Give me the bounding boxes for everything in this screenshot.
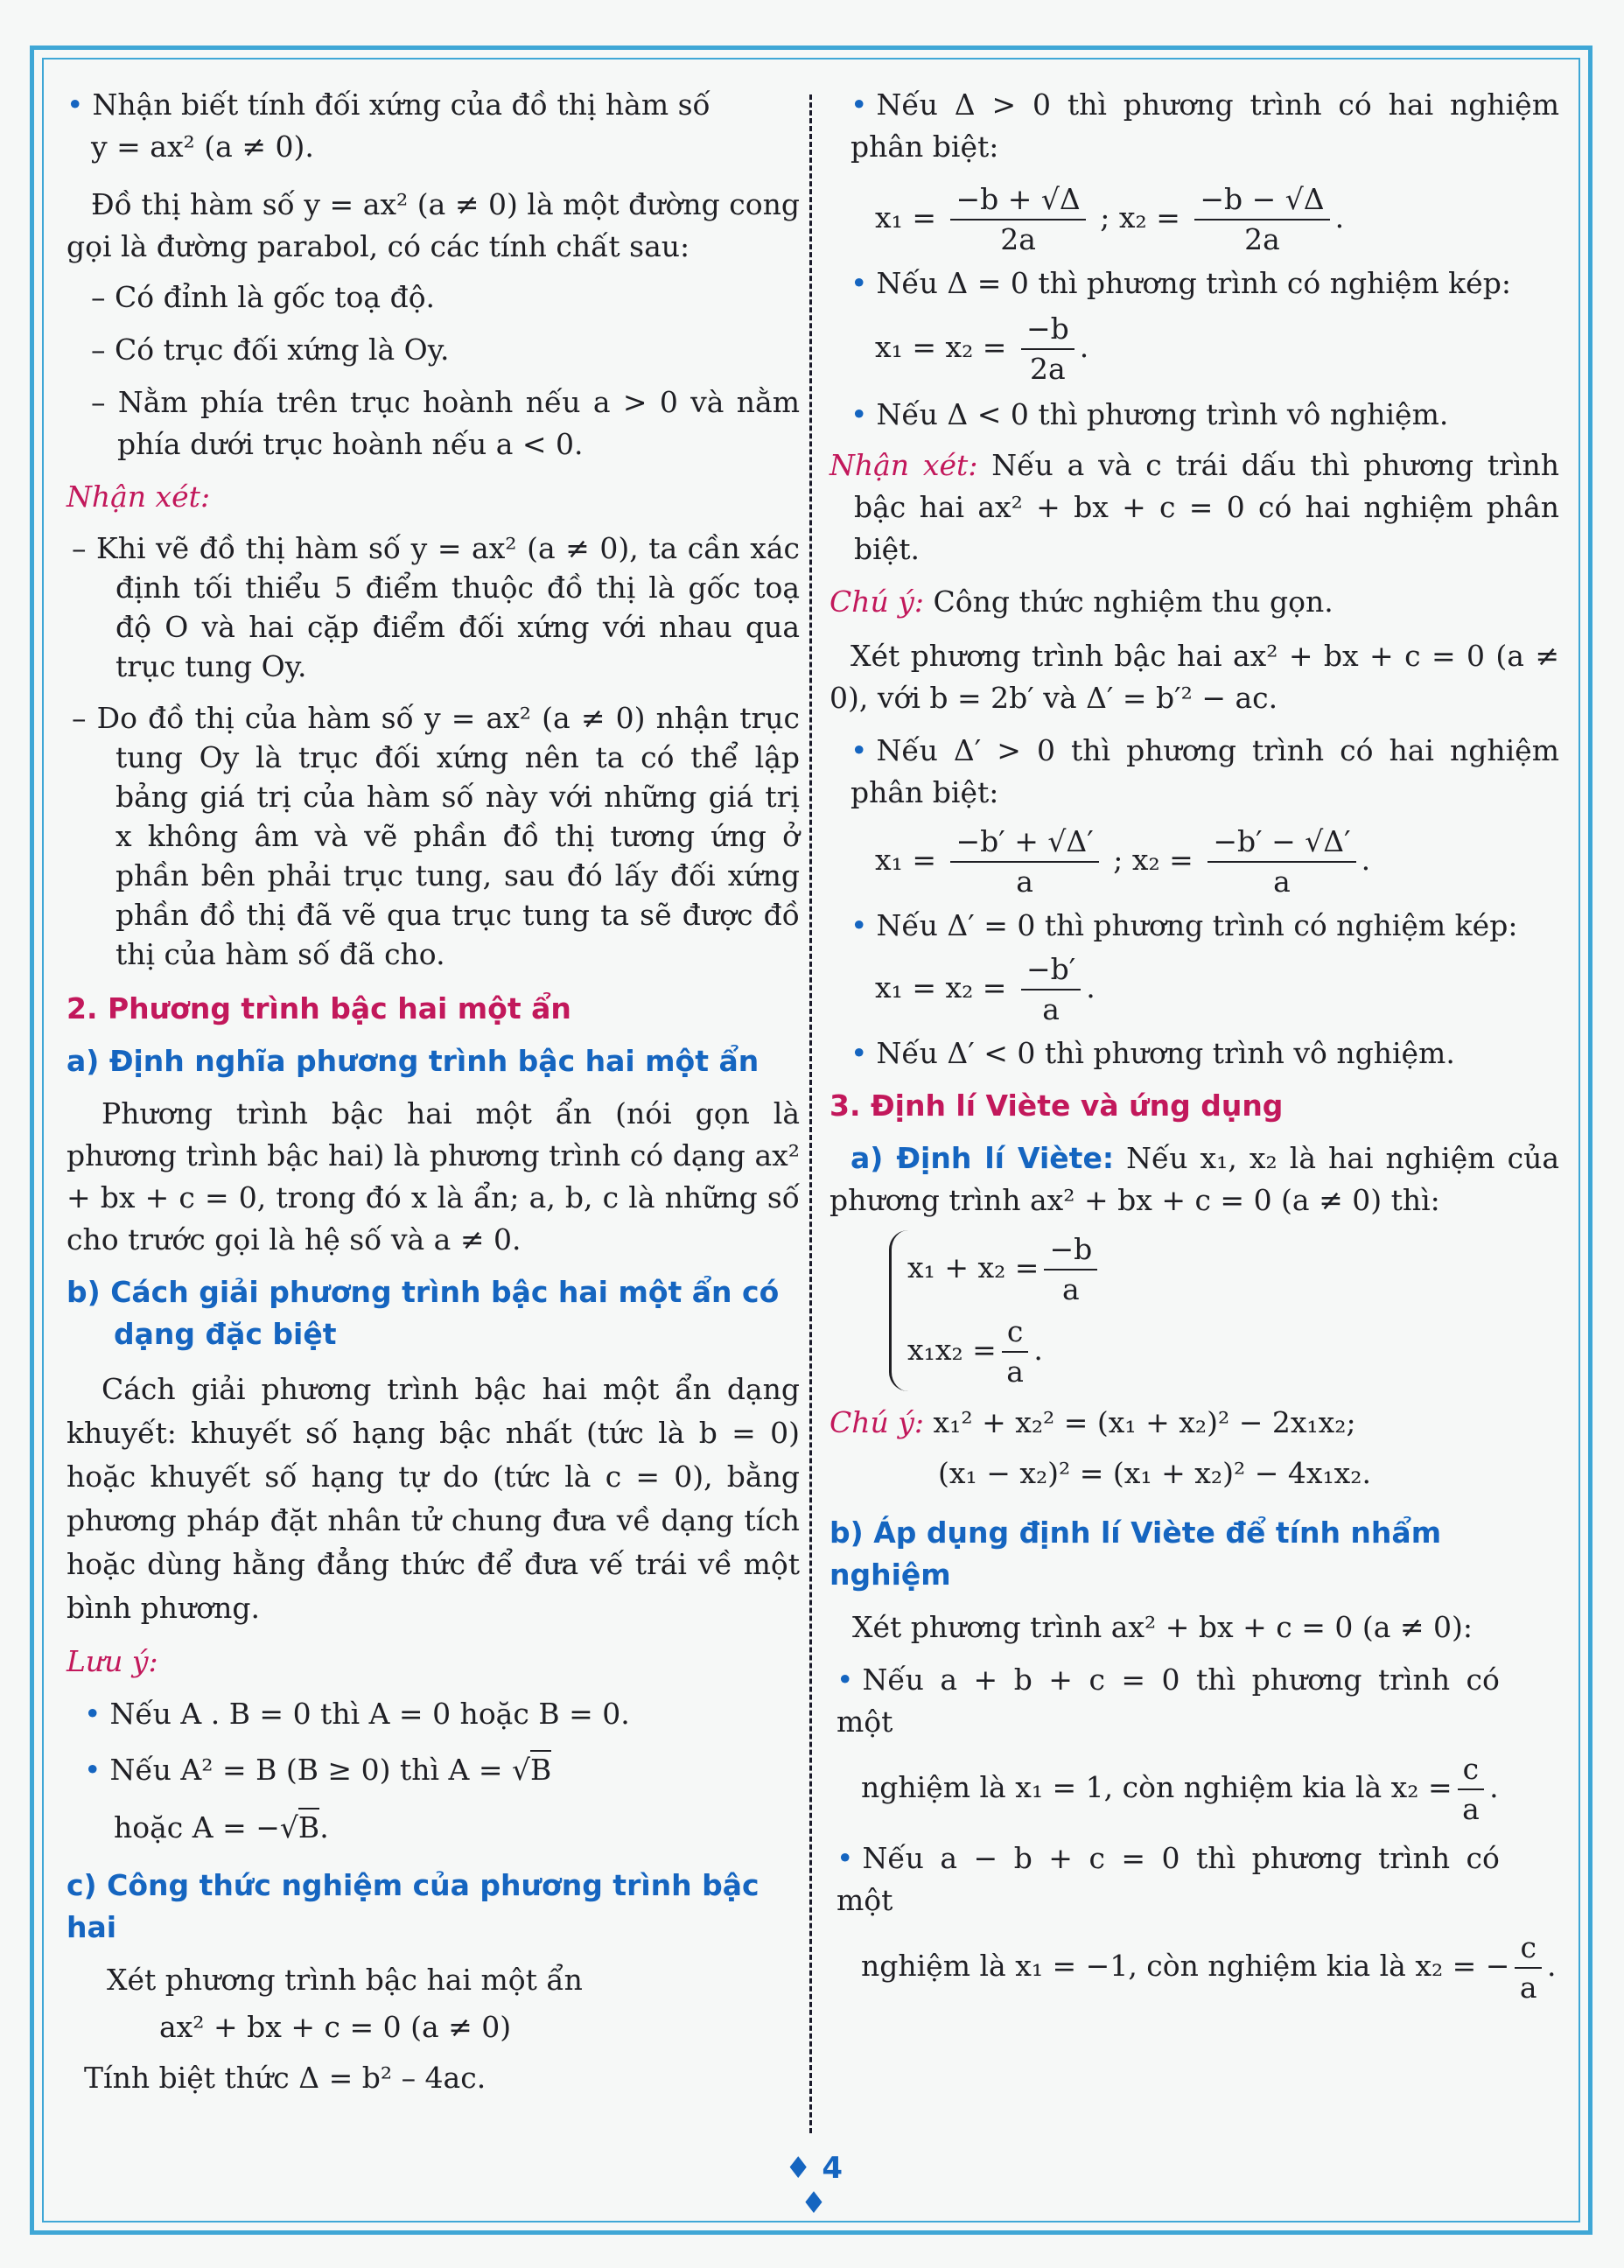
general-equation: ax² + bx + c = 0 (a ≠ 0): [159, 2010, 512, 2044]
application-2: • Nếu a − b + c = 0 thì phương trình có một: [830, 1838, 1559, 1922]
subsection-2b-heading: b) Cách giải phương trình bậc hai một ẩn có dạng đặc biệt: [66, 1275, 780, 1351]
function-expression: y = ax² (a ≠ 0).: [91, 130, 314, 164]
formula-intro: Xét phương trình bậc hai một ẩn: [107, 1963, 583, 1997]
subsection-2c-heading: c) Công thức nghiệm của phương trình bậc hai: [66, 1868, 760, 1944]
property-item: – Có trục đối xứng là Oy.: [91, 332, 450, 367]
property-item: – Có đỉnh là gốc toạ độ.: [91, 280, 436, 314]
remark-label: Nhận xét:: [66, 480, 211, 514]
case-zero: • Nếu Δ = 0 thì phương trình có nghiệm kép:: [830, 262, 1559, 304]
right-column: [830, 84, 1559, 2007]
case-negative: • Nếu Δ < 0 thì phương trình vô nghiệm.: [830, 394, 1559, 436]
property-item: – Nằm phía trên trục hoành nếu a > 0 và nằm phía dưới trục hoành nếu a < 0.: [91, 385, 800, 461]
viete-identity-1: Chú ý: x₁² + x₂² = (x₁ + x₂)² − 2x₁x₂;: [830, 1405, 1356, 1439]
fraction: $\frac{-b'}{a}$: [1021, 950, 1081, 1029]
section-2-heading: 2. Phương trình bậc hai một ẩn: [66, 991, 571, 1026]
application-1-cont: nghiệm là x₁ = 1, còn nghiệm kia là x₂ = $\frac{c}{a}$ .: [830, 1750, 1559, 1829]
note-item: • Nếu A . B = 0 thì A = 0 hoặc B = 0.: [66, 1693, 800, 1735]
viete-system: [889, 1230, 1102, 1391]
remark-item: – Do đồ thị của hàm số y = ax² (a ≠ 0) nhận trục tung Oy là trục đối xứng nên ta có thể lập bảng giá trị của hàm số này với những giá trị x không âm và vẽ phần đồ thị tương ứng ở phần bên phải trục tung, sau đó lấy đối xứng phần đồ thị đã vẽ qua trục tung ta sẽ được đồ thị của hàm số đã cho.: [72, 701, 800, 971]
subsection-3b-heading: b) Áp dụng định lí Viète để tính nhẩm nghiệm: [830, 1516, 1442, 1592]
fraction: $\frac{c}{a}$: [1458, 1750, 1484, 1829]
fraction: $\frac{c}{a}$: [1002, 1312, 1028, 1391]
reduced-formula-note: Chú ý: Công thức nghiệm thu gọn.: [830, 584, 1334, 619]
viete-sum: x₁ + x₂ = $\frac{-b}{a}$: [907, 1230, 1102, 1309]
application-2-cont: nghiệm là x₁ = −1, còn nghiệm kia là x₂ = − $\frac{c}{a}$ .: [830, 1928, 1559, 2007]
symmetry-heading: • Nhận biết tính đối xứng của đồ thị hàm số: [66, 84, 800, 126]
discriminant-text: Tính biệt thức Δ = b² – 4ac.: [84, 2061, 486, 2095]
special-case-paragraph: Cách giải phương trình bậc hai một ẩn dạng khuyết: khuyết số hạng bậc nhất (tức là b = 0) hoặc khuyết số hạng tự do (tức là c = 0), bằng phương pháp đặt nhân tử chung đưa về dạng tích hoặc dùng hằng đẳng thức để đưa vế trái về một bình phương.: [66, 1372, 800, 1625]
reduced-paragraph: Xét phương trình bậc hai ax² + bx + c = 0 (a ≠ 0), với b = 2b′ và Δ′ = b′² − ac.: [830, 639, 1559, 715]
note-item: • Nếu A² = B (B ≥ 0) thì A = √B: [66, 1749, 800, 1791]
double-root-formula: x₁ = x₂ = $\frac{-b}{2a}$ .: [830, 310, 1559, 388]
case-positive: • Nếu Δ > 0 thì phương trình có hai nghiệm phân biệt:: [830, 84, 1559, 168]
case-zero-reduced: • Nếu Δ′ = 0 thì phương trình có nghiệm kép:: [830, 905, 1559, 947]
note-item-cont: hoặc A = −√B.: [66, 1807, 800, 1849]
reduced-double-root: x₁ = x₂ = $\frac{-b'}{a}$ .: [830, 950, 1559, 1029]
fraction: $\frac{-b}{2a}$: [1021, 310, 1074, 388]
fraction: $\frac{-b}{a}$: [1044, 1230, 1097, 1309]
subsection-2a-heading: a) Định nghĩa phương trình bậc hai một ẩn: [66, 1044, 760, 1078]
note-label: Lưu ý:: [66, 1644, 158, 1678]
fraction: $\frac{-b + √\Delta}{2a}$: [950, 180, 1085, 259]
viete-product: x₁x₂ = $\frac{c}{a}$ .: [907, 1312, 1102, 1391]
viete-identity-2: (x₁ − x₂)² = (x₁ + x₂)² − 4x₁x₂.: [938, 1456, 1371, 1490]
left-column: [66, 84, 800, 2099]
reduced-roots-formula: x₁ = $\frac{-b' + √\Delta'}{a}$ ; x₂ = $\frac{-b' - √\Delta'}{a}$ .: [830, 822, 1559, 901]
page-number: ♦ 4 ♦: [785, 2151, 843, 2221]
fraction: $\frac{-b - √\Delta}{2a}$: [1194, 180, 1329, 259]
case-positive-reduced: • Nếu Δ′ > 0 thì phương trình có hai nghiệm phân biệt:: [830, 730, 1559, 814]
application-intro: Xét phương trình ax² + bx + c = 0 (a ≠ 0):: [852, 1610, 1474, 1644]
fraction: $\frac{-b' - √\Delta'}{a}$: [1208, 822, 1355, 901]
roots-formula: x₁ = $\frac{-b + √\Delta}{2a}$ ; x₂ = $\frac{-b - √\Delta}{2a}$ .: [830, 180, 1559, 259]
application-1: • Nếu a + b + c = 0 thì phương trình có một: [830, 1659, 1559, 1743]
column-divider: [809, 94, 812, 2133]
remark-opposite-sign: Nhận xét: Nếu a và c trái dấu thì phương trình bậc hai ax² + bx + c = 0 có hai nghiệm phân biệt.: [830, 448, 1559, 566]
remark-item: – Khi vẽ đồ thị hàm số y = ax² (a ≠ 0), ta cần xác định tối thiểu 5 điểm thuộc đồ thị là gốc toạ độ O và hai cặp điểm đối xứng với nhau qua trục tung Oy.: [72, 531, 800, 683]
case-negative-reduced: • Nếu Δ′ < 0 thì phương trình vô nghiệm.: [830, 1032, 1559, 1074]
parabol-paragraph: Đồ thị hàm số y = ax² (a ≠ 0) là một đường cong gọi là đường parabol, có các tính chất sau:: [66, 187, 800, 263]
section-3-heading: 3. Định lí Viète và ứng dụng: [830, 1088, 1284, 1123]
fraction: $\frac{-b' + √\Delta'}{a}$: [950, 822, 1098, 901]
fraction: $\frac{c}{a}$: [1515, 1928, 1541, 2007]
viete-statement: a) Định lí Viète: Nếu x₁, x₂ là hai nghiệm của phương trình ax² + bx + c = 0 (a ≠ 0) thì:: [830, 1141, 1559, 1217]
definition-paragraph: Phương trình bậc hai một ẩn (nói gọn là phương trình bậc hai) là phương trình có dạng ax² + bx + c = 0, trong đó x là ẩn; a, b, c là những số cho trước gọi là hệ số và a ≠ 0.: [66, 1096, 800, 1256]
